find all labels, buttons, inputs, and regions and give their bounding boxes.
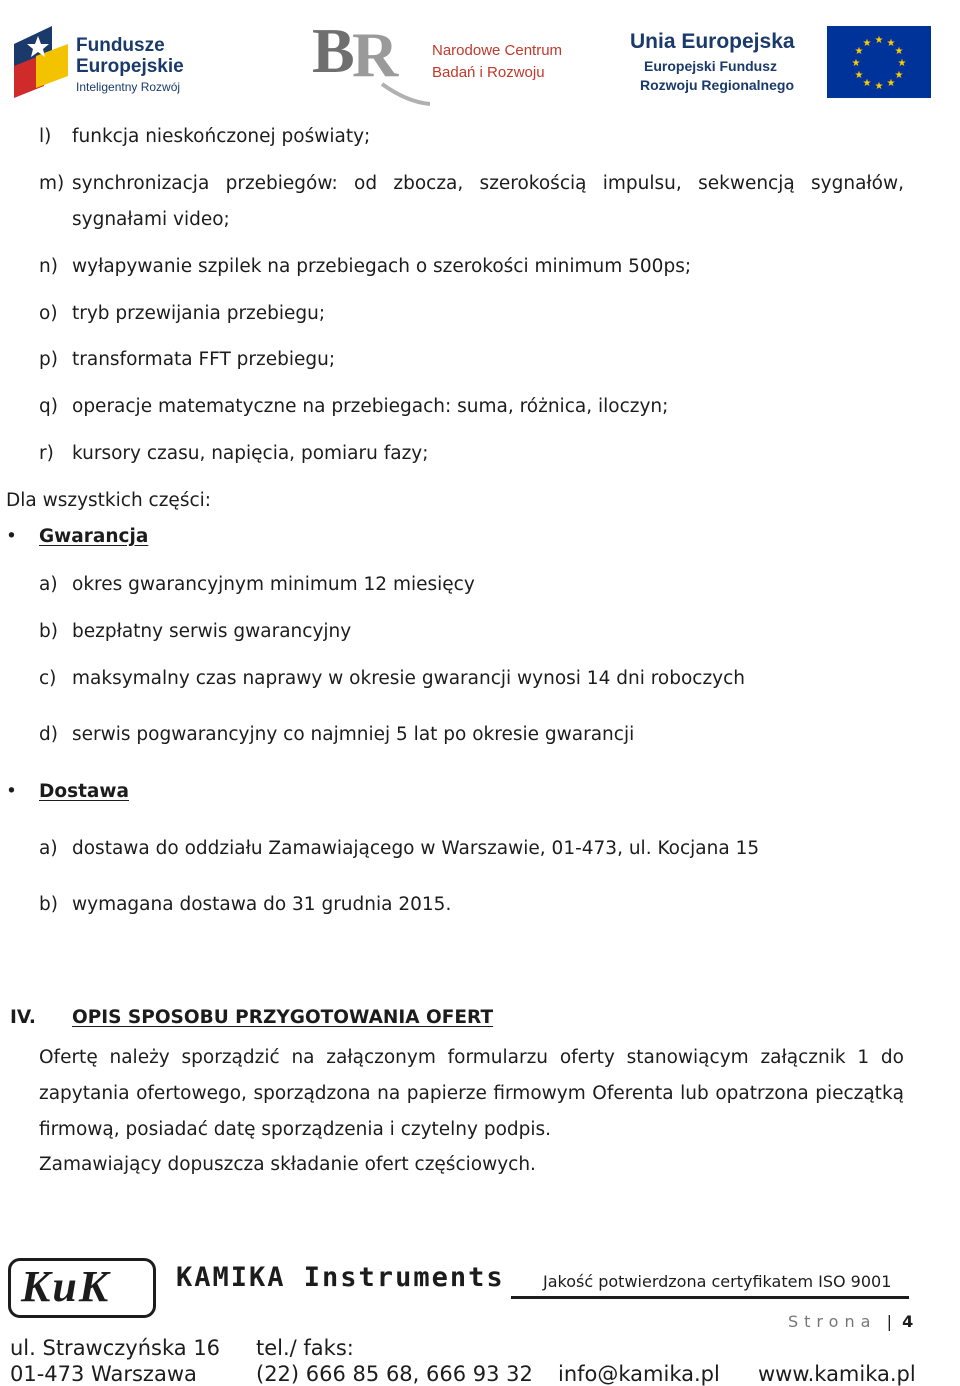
svg-text:★: ★ xyxy=(886,38,896,49)
kuk-logo xyxy=(8,1258,156,1318)
fe-flag-icon xyxy=(14,26,68,98)
list-item-label: b) xyxy=(39,894,58,915)
list-item-text-continued: sygnałami video; xyxy=(72,209,230,230)
ue-title: Unia Europejska xyxy=(630,30,795,53)
svg-text:★: ★ xyxy=(851,58,861,69)
ncbr-logo xyxy=(312,14,572,106)
ue-line1: Europejski Fundusz xyxy=(644,58,778,74)
list-item-label: o) xyxy=(39,303,58,324)
website-link[interactable]: www.kamika.pl xyxy=(758,1362,916,1386)
list-item-text: dostawa do oddziału Zamawiającego w Warszawie, 01-473, ul. Kocjana 15 xyxy=(72,838,760,859)
svg-text:★: ★ xyxy=(854,46,864,57)
list-item-label: l) xyxy=(39,126,52,147)
list-item-text: tryb przewijania przebiegu; xyxy=(72,303,326,324)
page-separator: | xyxy=(881,1312,898,1331)
guarantee-heading: Gwarancja xyxy=(39,526,149,547)
section-paragraph-2: Zamawiający dopuszcza składanie ofert częściowych. xyxy=(39,1154,536,1175)
eu-flag-icon xyxy=(827,26,931,98)
list-item-label: r) xyxy=(39,443,54,464)
list-item-text: synchronizacja przebiegów: od zbocza, szerokością impulsu, sekwencją sygnałów, xyxy=(72,173,904,194)
fe-line3: Inteligentny Rozwój xyxy=(76,80,181,94)
footer-rule xyxy=(511,1296,909,1299)
section-paragraph-line: zapytania ofertowego, sporządzona na papierze firmowym Oferenta lub opatrzona pieczątką xyxy=(39,1083,904,1104)
svg-text:R: R xyxy=(352,19,399,90)
ue-line2: Rozwoju Regionalnego xyxy=(640,77,794,93)
page-label: Strona xyxy=(788,1312,877,1331)
svg-text:★: ★ xyxy=(894,46,904,57)
list-item-label: a) xyxy=(39,574,58,595)
list-item-label: n) xyxy=(39,256,58,277)
section-paragraph-line: firmową, posiadać datę sporządzenia i czytelny podpis. xyxy=(39,1119,552,1140)
list-item-label: b) xyxy=(39,621,58,642)
fundusze-europejskie-logo xyxy=(14,22,214,102)
svg-text:★: ★ xyxy=(886,78,896,89)
list-item-label: d) xyxy=(39,724,58,745)
address-line-1: ul. Strawczyńska 16 xyxy=(10,1336,221,1360)
list-item-text: wyłapywanie szpilek na przebiegach o szerokości minimum 500ps; xyxy=(72,256,692,277)
list-item-label: c) xyxy=(39,668,57,689)
list-item-text: wymagana dostawa do 31 grudnia 2015. xyxy=(72,894,452,915)
list-item-text: kursory czasu, napięcia, pomiaru fazy; xyxy=(72,443,429,464)
svg-text:B: B xyxy=(312,15,355,86)
list-item-text: bezpłatny serwis gwarancyjny xyxy=(72,621,352,642)
svg-text:★: ★ xyxy=(874,81,884,92)
ncbr-line1: Narodowe Centrum xyxy=(432,42,563,59)
email-link[interactable]: info@kamika.pl xyxy=(558,1362,720,1386)
section-title: OPIS SPOSOBU PRZYGOTOWANIA OFERT xyxy=(72,1007,494,1028)
fe-line1: Fundusze xyxy=(76,35,165,56)
bullet-icon: • xyxy=(6,781,17,802)
address-line-2: 01-473 Warszawa xyxy=(10,1362,197,1386)
list-item-label: a) xyxy=(39,838,58,859)
kuk-logo-text: KuK xyxy=(21,1262,111,1311)
list-item-text: transformata FFT przebiegu; xyxy=(72,349,336,370)
list-item-label: m) xyxy=(39,173,65,194)
list-item-text: serwis pogwarancyjny co najmniej 5 lat po okresie gwarancji xyxy=(72,724,635,745)
ue-logo xyxy=(620,22,940,102)
bullet-icon: • xyxy=(6,526,17,547)
svg-text:★: ★ xyxy=(897,58,907,69)
list-item-text: funkcja nieskończonej poświaty; xyxy=(72,126,371,147)
svg-text:★: ★ xyxy=(862,78,872,89)
list-item-label: p) xyxy=(39,349,58,370)
svg-text:★: ★ xyxy=(894,70,904,81)
page-number: 4 xyxy=(902,1312,914,1331)
tel-label: tel./ faks: xyxy=(256,1336,354,1360)
list-item-text: operacje matematyczne na przebiegach: suma, różnica, iloczyn; xyxy=(72,396,669,417)
ncbr-br-icon xyxy=(312,14,432,106)
svg-text:★: ★ xyxy=(862,38,872,49)
all-parts-heading: Dla wszystkich części: xyxy=(6,490,211,511)
section-number: IV. xyxy=(10,1007,36,1028)
list-item-text: maksymalny czas naprawy w okresie gwarancji wynosi 14 dni roboczych xyxy=(72,668,746,689)
section-paragraph-line: Ofertę należy sporządzić na załączonym formularzu oferty stanowiącym załącznik 1 do xyxy=(39,1047,904,1068)
list-item-text: okres gwarancyjnym minimum 12 miesięcy xyxy=(72,574,475,595)
ncbr-line2: Badań i Rozwoju xyxy=(432,64,545,81)
svg-text:★: ★ xyxy=(874,35,884,46)
fe-line2: Europejskie xyxy=(76,56,184,77)
list-item-label: q) xyxy=(39,396,58,417)
page-indicator xyxy=(788,1314,913,1330)
iso-note: Jakość potwierdzona certyfikatem ISO 9001 xyxy=(543,1272,892,1291)
svg-text:★: ★ xyxy=(854,70,864,81)
company-name: KAMIKA Instruments xyxy=(176,1262,505,1293)
tel-number: (22) 666 85 68, 666 93 32 xyxy=(256,1362,533,1386)
delivery-heading: Dostawa xyxy=(39,781,129,802)
